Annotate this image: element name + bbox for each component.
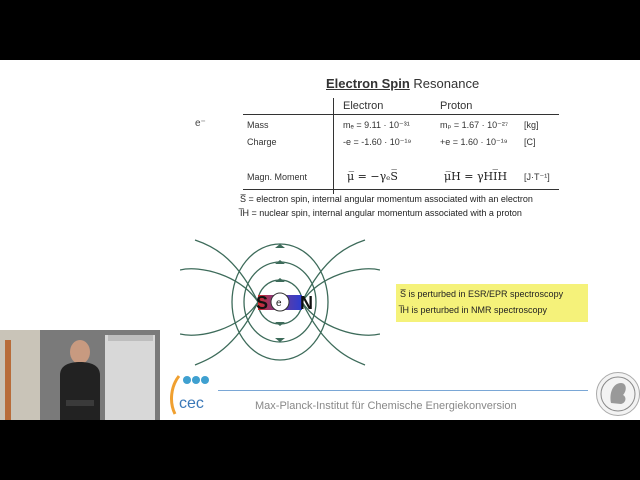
dipole-field-diagram [180,235,380,370]
title-rest: Resonance [413,76,480,91]
table-bottom-rule [243,189,559,190]
footer-institution: Max-Planck-Institut für Chemische Energiekonversion [255,400,517,412]
table-header-rule [243,114,559,115]
mass-unit: [kg] [524,120,539,130]
north-pole-label: N [300,293,313,313]
row-label-mass: Mass [247,120,269,130]
footer-rule [218,390,588,391]
cec-logo-text: cec [179,395,204,412]
slide-title [326,76,479,91]
row-label-moment: Magn. Moment [247,172,308,182]
electron-symbol: e⁻ [195,118,206,129]
max-planck-seal-icon [596,372,640,416]
electron-label: e [276,298,282,309]
spectroscopy-highlight-box [396,284,588,322]
speaker-video-frame [0,330,160,420]
proton-mass: mₚ = 1.67 · 10⁻²⁷ [440,120,509,130]
speaker-video-inset [0,330,160,420]
column-proton: Proton [440,100,473,112]
proton-charge: +e = 1.60 · 10⁻¹⁹ [440,137,508,147]
moment-unit: [J·T⁻¹] [524,172,550,182]
electron-charge: -e = -1.60 · 10⁻¹⁹ [343,137,412,147]
cec-logo [165,372,215,421]
proton-moment-equation: μ̅H = γHI̅H [444,170,508,183]
definition-nuclear-spin: I̅H = nuclear spin, internal angular momentum associated with a proton [240,208,522,218]
table-vertical-rule [333,98,334,194]
cec-logo-mark [165,372,215,416]
column-electron: Electron [343,100,384,112]
row-label-charge: Charge [247,137,277,147]
electron-moment-equation: μ̅ = −γₑS̅ [347,170,398,183]
south-pole-label: S [256,293,269,313]
definition-electron-spin: S̅ = electron spin, internal angular momentum associated with an electron [240,194,533,204]
charge-unit: [C] [524,137,536,147]
title-bold: Electron Spin [326,76,410,91]
esr-note: S̅ is perturbed in ESR/EPR spectroscopy [400,289,564,299]
electron-mass: mₑ = 9.11 · 10⁻³¹ [343,120,410,130]
nmr-note: I̅H is perturbed in NMR spectroscopy [400,305,548,315]
